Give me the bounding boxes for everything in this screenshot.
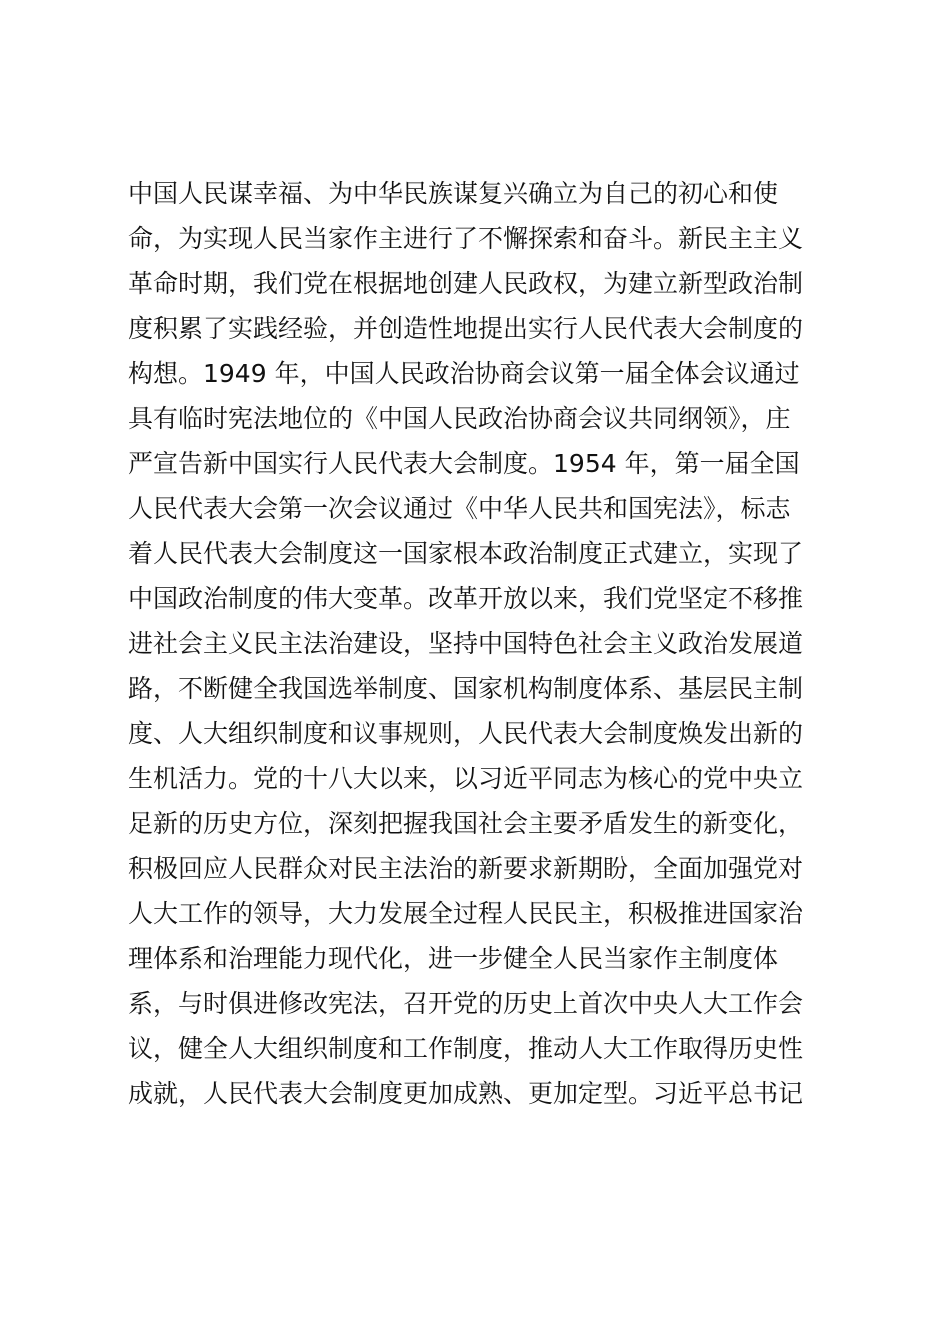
text-line: 足新的历史方位，深刻把握我国社会主要矛盾发生的新变化，: [128, 809, 804, 838]
text-line: 命，为实现人民当家作主进行了不懈探索和奋斗。新民主主义: [128, 224, 804, 253]
body-paragraph: [128, 171, 828, 1116]
text-line: 理体系和治理能力现代化，进一步健全人民当家作主制度体: [128, 944, 779, 973]
text-line: 系，与时俱进修改宪法，召开党的历史上首次中央人大工作会: [128, 989, 804, 1018]
text-line: 路，不断健全我国选举制度、国家机构制度体系、基层民主制: [128, 674, 804, 703]
text-line: 人民代表大会第一次会议通过《中华人民共和国宪法》，标志: [128, 494, 791, 523]
text-line: 具有临时宪法地位的《中国人民政治协商会议共同纲领》，庄: [128, 404, 791, 433]
text-line: 度、人大组织制度和议事规则，人民代表大会制度焕发出新的: [128, 719, 804, 748]
text-line: 生机活力。党的十八大以来，以习近平同志为核心的党中央立: [128, 764, 804, 793]
text-line: 中国政治制度的伟大变革。改革开放以来，我们党坚定不移推: [128, 584, 804, 613]
text-line: 积极回应人民群众对民主法治的新要求新期盼，全面加强党对: [128, 854, 804, 883]
text-line: 人大工作的领导，大力发展全过程人民民主，积极推进国家治: [128, 899, 804, 928]
text-line: 成就，人民代表大会制度更加成熟、更加定型。习近平总书记: [128, 1079, 804, 1108]
text-line: 着人民代表大会制度这一国家根本政治制度正式建立，实现了: [128, 539, 804, 568]
text-line: 进社会主义民主法治建设，坚持中国特色社会主义政治发展道: [128, 629, 804, 658]
text-line: 构想。1949 年，中国人民政治协商会议第一届全体会议通过: [128, 359, 800, 388]
text-line: 议，健全人大组织制度和工作制度，推动人大工作取得历史性: [128, 1034, 804, 1063]
text-line: 严宣告新中国实行人民代表大会制度。1954 年，第一届全国: [128, 449, 800, 478]
text-line: 度积累了实践经验，并创造性地提出实行人民代表大会制度的: [128, 314, 804, 343]
text-line: 中国人民谋幸福、为中华民族谋复兴确立为自己的初心和使: [128, 179, 779, 208]
text-line: 革命时期，我们党在根据地创建人民政权，为建立新型政治制: [128, 269, 804, 298]
